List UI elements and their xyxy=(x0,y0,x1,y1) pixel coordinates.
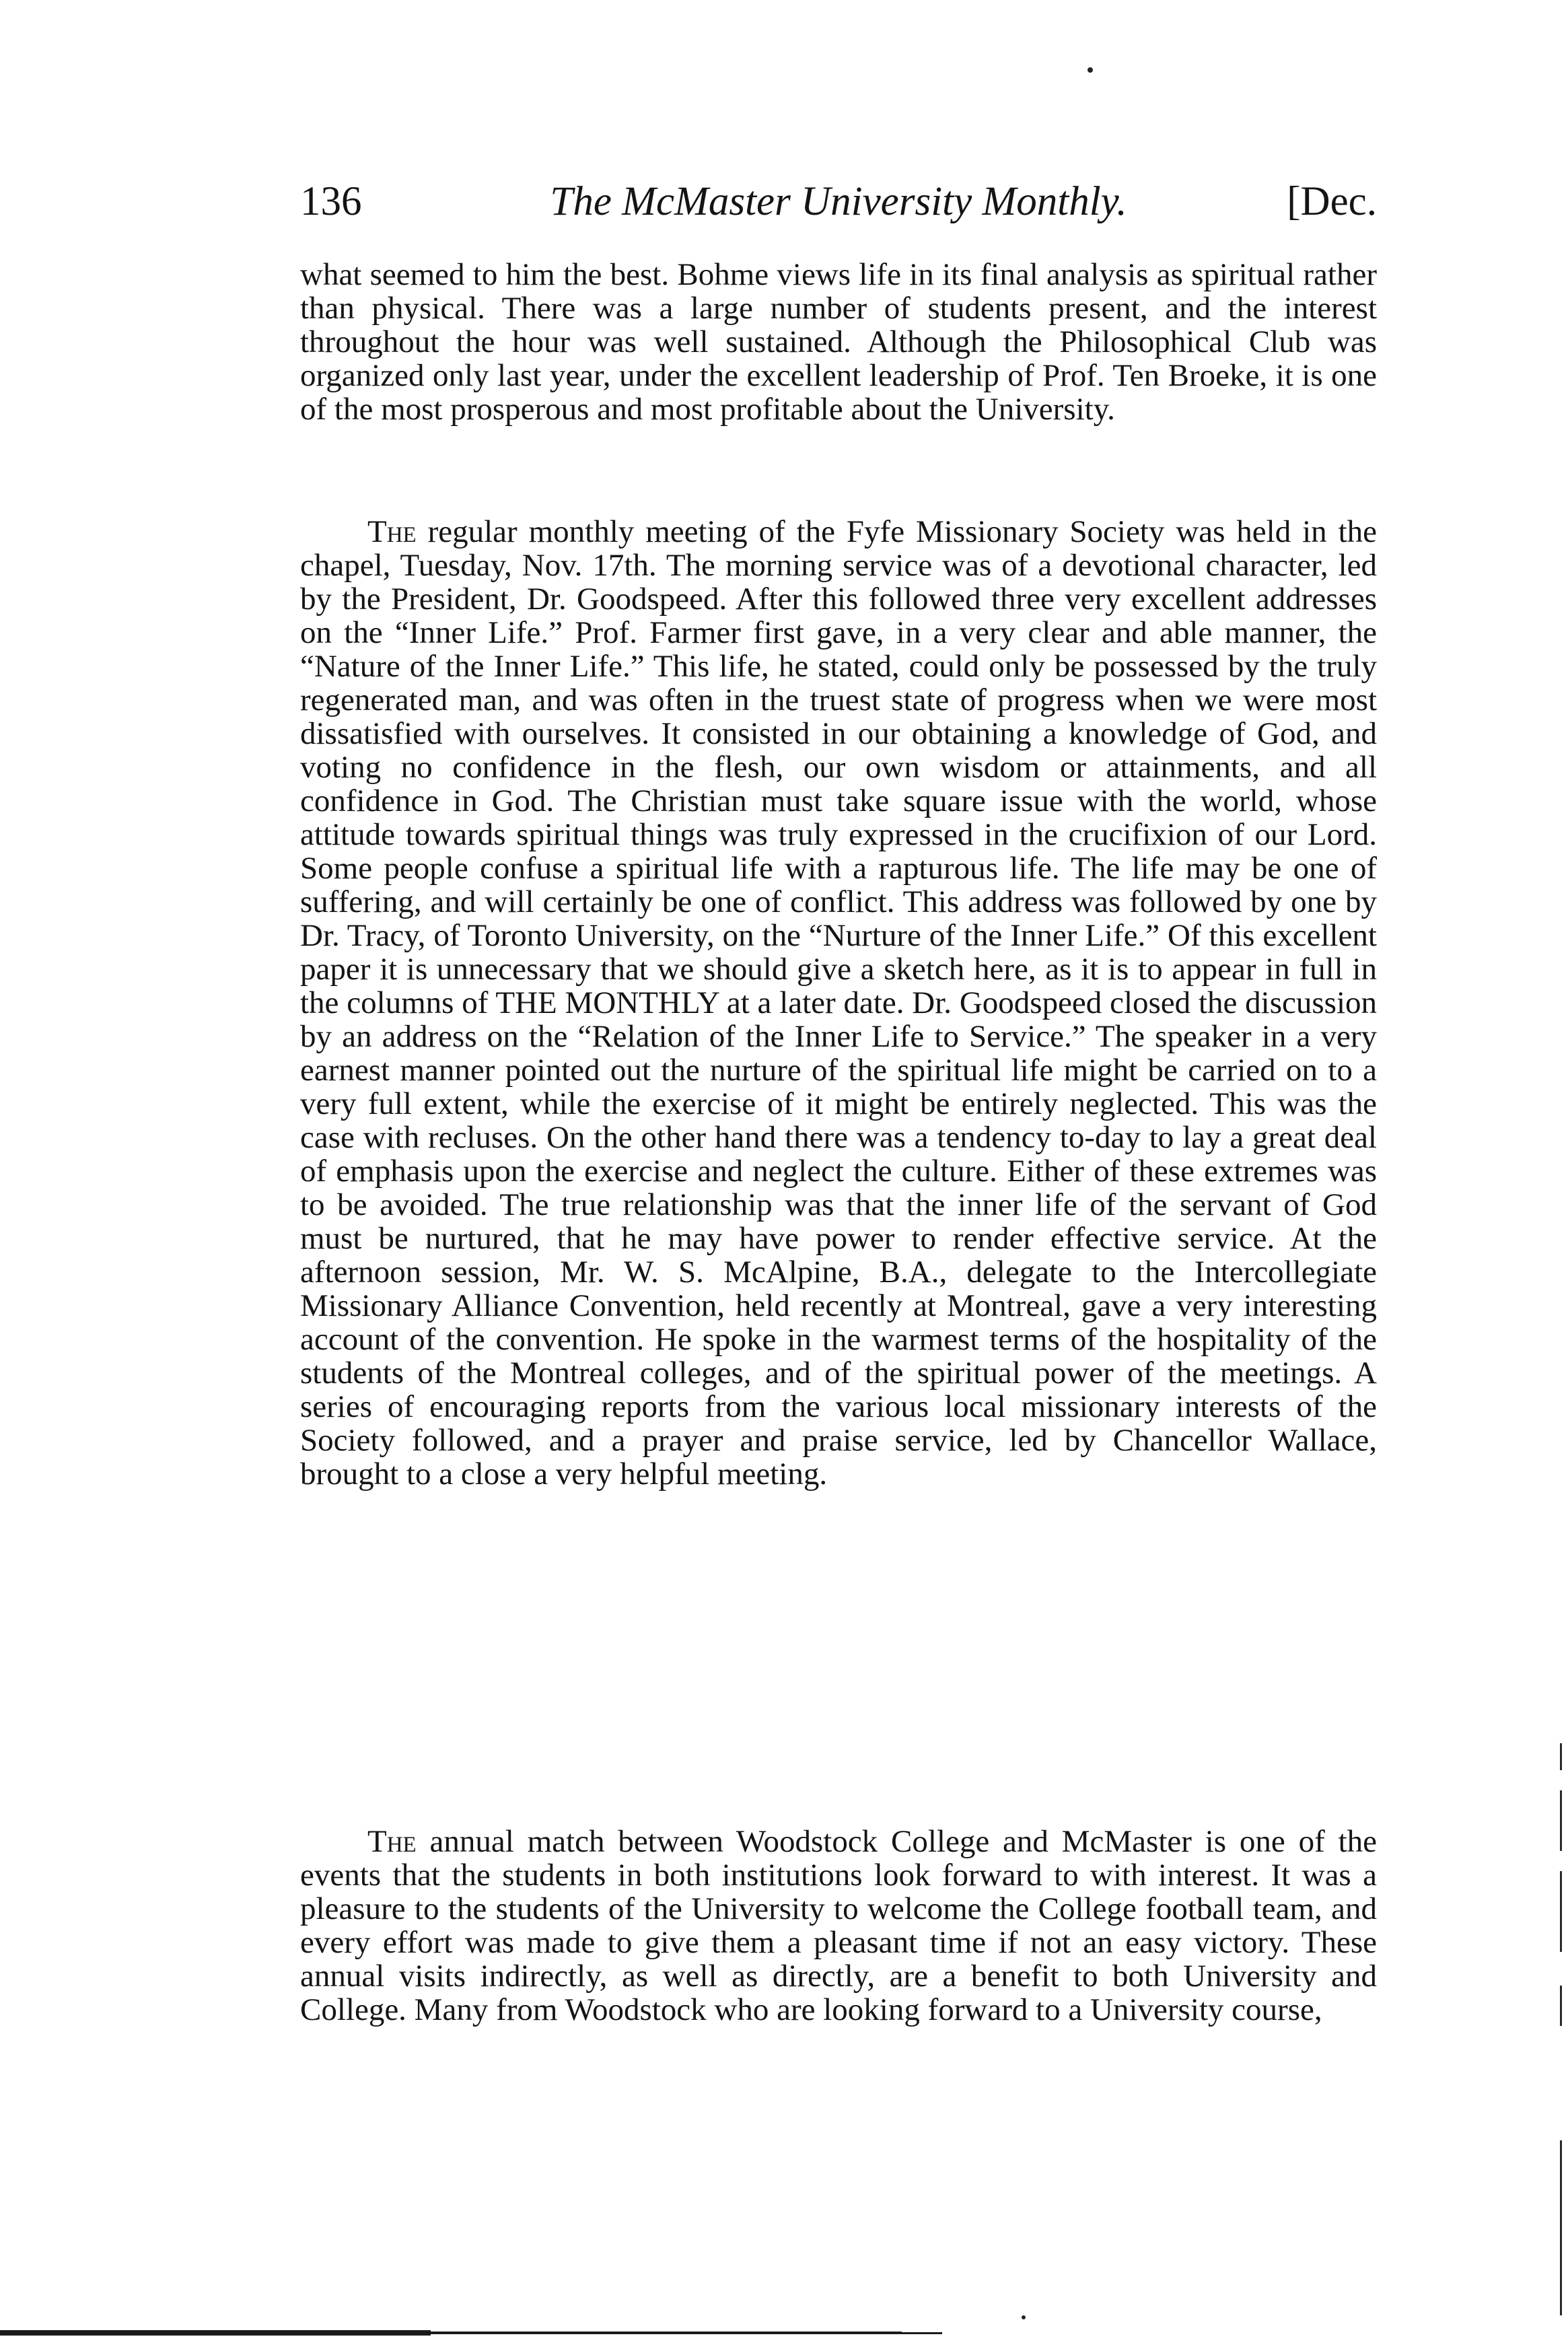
scan-bottom-edge xyxy=(902,2332,942,2334)
journal-title: The McMaster University Monthly. xyxy=(550,179,1127,224)
paragraph-lead-word: The xyxy=(367,1824,417,1859)
paragraph-fyfe-missionary-society xyxy=(300,515,1377,1491)
issue-month: [Dec. xyxy=(1287,179,1377,224)
scan-bottom-edge xyxy=(0,2330,431,2336)
running-header xyxy=(300,174,1377,230)
paragraph-woodstock-match xyxy=(300,1825,1377,2027)
scan-speck xyxy=(1088,67,1093,73)
page-number: 136 xyxy=(300,179,362,224)
scan-edge-mark xyxy=(1560,1986,1562,2026)
paragraph-text: regular monthly meeting of the Fyfe Missionary Society was held in the chapel, Tuesday, Nov. 17th. The morning service was of a devotional character, led by the President, Dr. Goodspeed. After this followed three very excellent addresses on the “Inner Life.” Prof. Farmer first gave, in a very clear and able manner, the “Nature of the Inner Life.” This life, he stated, could only be possessed by the truly regenerated man, and was often in the truest state of progress when we were most dissatisfied with ourselves. It consisted in our obtaining a knowledge of God, and voting no confidence in the flesh, our own wisdom or attainments, and all confidence in God. The Christian must take square issue with the world, whose attitude towards spiritual things was truly expressed in the crucifixion of our Lord. Some people confuse a spiritual life with a rapturous life. The life may be one of suffering, and will certainly be one of conflict. This address was followed by one by Dr. Tracy, of Toronto University, on the “Nurture of the Inner Life.” Of this excellent paper it is unnecessary that we should give a sketch here, as it is to appear in full in the columns of THE MONTHLY at a later date. Dr. Goodspeed closed the discussion by an address on the “Relation of the Inner Life to Service.” The speaker in a very earnest manner pointed out the nurture of the spiritual life might be carried on to a very full extent, while the exercise of it might be entirely neglected. This was the case with recluses. On the other hand there was a tendency to-day to lay a great deal of emphasis upon the exercise and neglect the culture. Either of these extremes was to be avoided. The true relationship was that the inner life of the servant of God must be nurtured, that he may have power to render effective service. At the afternoon session, Mr. W. S. McAlpine, B.A., delegate to the Intercollegiate Missionary Alliance Convention, held recently at Montreal, gave a very interesting account of the convention. He spoke in the warmest terms of the hospitality of the students of the Montreal colleges, and of the spiritual power of the meetings. A series of encouraging reports from the various local missionary interests of the Society followed, and a prayer and praise service, led by Chancellor Wallace, brought to a close a very helpful meeting. xyxy=(300,514,1377,1492)
scan-speck xyxy=(1022,2315,1026,2319)
scan-edge-mark xyxy=(1560,1790,1562,1851)
paragraph-philosophical-club xyxy=(300,258,1377,426)
scan-edge-mark xyxy=(1560,1743,1562,1770)
scan-bottom-edge xyxy=(431,2332,902,2334)
scan-edge-mark xyxy=(1560,2140,1562,2315)
paragraph-text: annual match between Woodstock College and McMaster is one of the events that the students in both institutions look forward to with interest. It was a pleasure to the students of the University to welcome the College football team, and every effort was made to give them a pleasant time if not an easy victory. These annual visits indirectly, as well as directly, are a benefit to both University and College. Many from Woodstock who are looking forward to a University course, xyxy=(300,1824,1377,2027)
paragraph-text: what seemed to him the best. Bohme views life in its final analysis as spiritual rather than physical. There was a large number of students present, and the interest throughout the hour was well sustained. Although the Philosophical Club was organized only last year, under the excellent leadership of Prof. Ten Broeke, it is one of the most prosperous and most profitable about the University. xyxy=(300,257,1377,427)
scan-edge-mark xyxy=(1560,1871,1562,1952)
paragraph-lead-word: The xyxy=(367,514,417,549)
